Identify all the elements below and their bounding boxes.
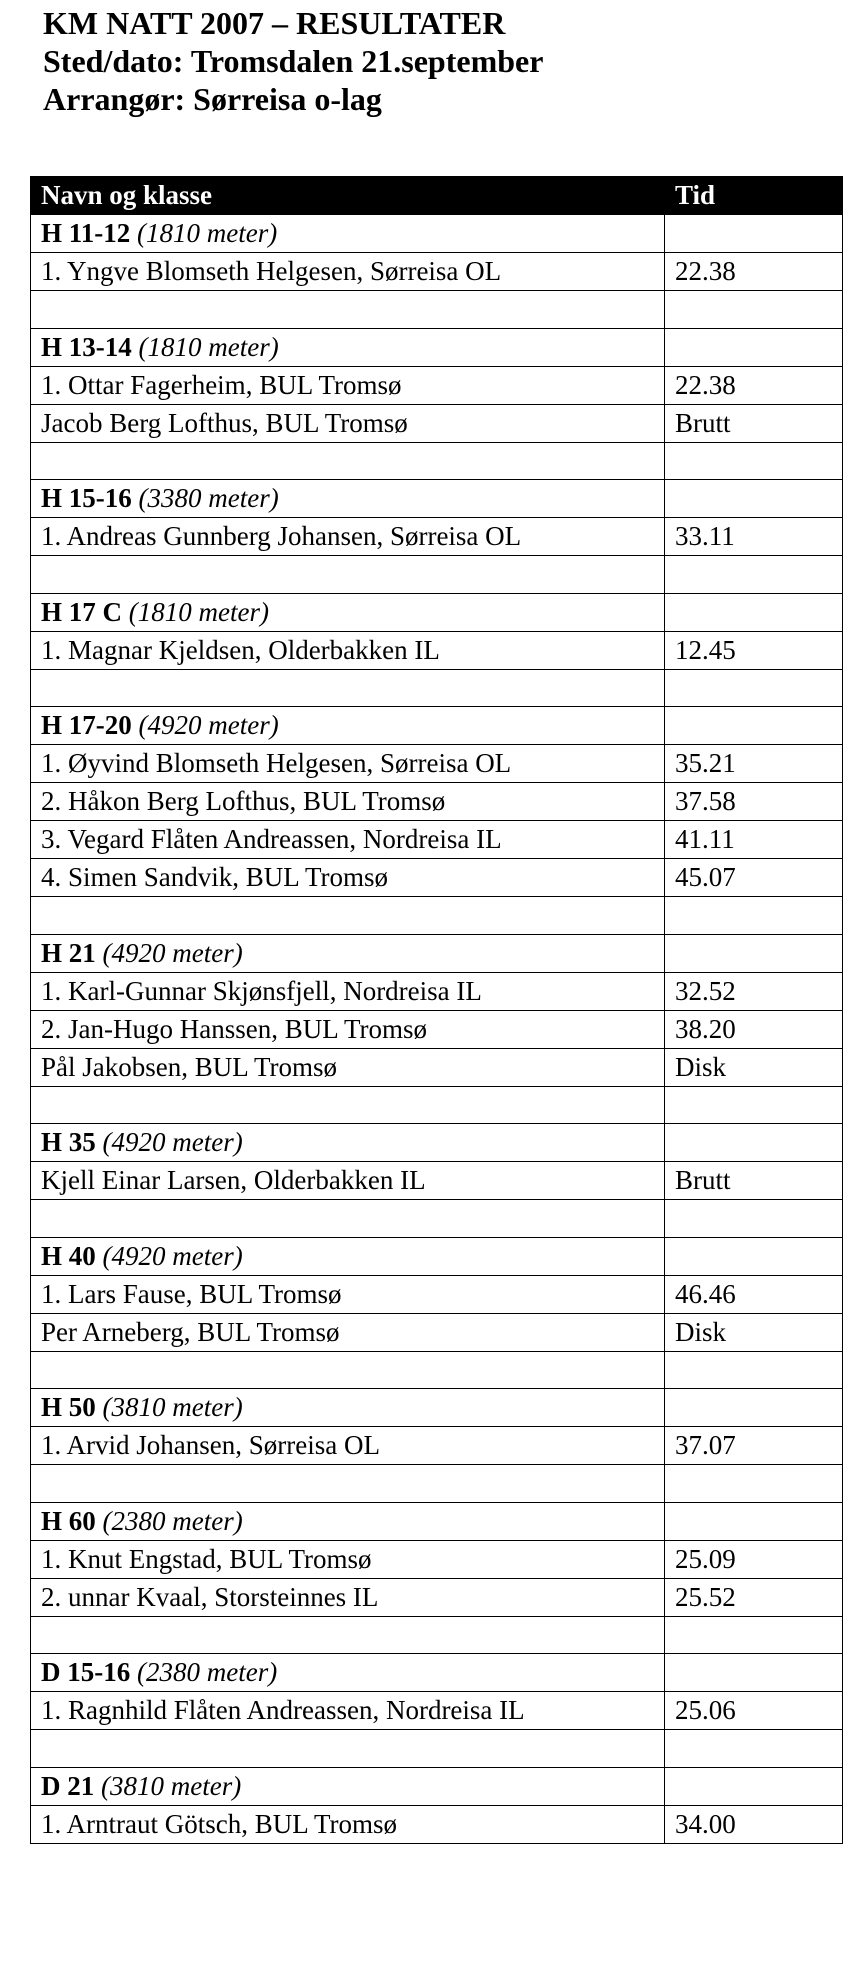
class-label-cell <box>31 215 665 253</box>
runner-cell: Pål Jakobsen, BUL Tromsø <box>31 1048 665 1086</box>
empty-cell <box>31 1200 665 1238</box>
result-row <box>31 1162 843 1200</box>
class-name: H 35 <box>41 1127 96 1157</box>
runner-cell: 2. unnar Kvaal, Storsteinnes IL <box>31 1578 665 1616</box>
time-cell: Brutt <box>665 1162 843 1200</box>
class-name: H 50 <box>41 1392 96 1422</box>
runner-cell: 2. Håkon Berg Lofthus, BUL Tromsø <box>31 783 665 821</box>
document-header <box>43 4 543 118</box>
class-label-cell <box>31 593 665 631</box>
result-row <box>31 366 843 404</box>
class-name: H 21 <box>41 937 96 968</box>
runner-cell: Jacob Berg Lofthus, BUL Tromsø <box>31 404 665 442</box>
time-cell: 37.07 <box>665 1427 843 1465</box>
empty-time-cell <box>665 1389 843 1427</box>
class-label-cell <box>31 1502 665 1540</box>
column-header-time: Tid <box>665 177 843 215</box>
runner-cell: Kjell Einar Larsen, Olderbakken IL <box>31 1162 665 1200</box>
runner-cell: 2. Jan-Hugo Hanssen, BUL Tromsø <box>31 1010 665 1048</box>
empty-cell <box>665 1200 843 1238</box>
time-cell: Disk <box>665 1048 843 1086</box>
result-row <box>31 1427 843 1465</box>
empty-cell <box>31 1086 665 1124</box>
empty-time-cell <box>665 934 843 972</box>
class-label-cell <box>31 707 665 745</box>
class-label-cell <box>31 1389 665 1427</box>
result-row <box>31 1805 843 1843</box>
class-header-row <box>31 934 843 972</box>
spacer-row <box>31 1086 843 1124</box>
time-cell: 37.58 <box>665 783 843 821</box>
empty-cell <box>31 1730 665 1768</box>
empty-cell <box>31 1351 665 1389</box>
spacer-row <box>31 291 843 329</box>
class-distance: (3810 meter) <box>102 1392 243 1422</box>
runner-cell: 1. Ottar Fagerheim, BUL Tromsø <box>31 366 665 404</box>
time-cell: 32.52 <box>665 972 843 1010</box>
class-label-cell <box>31 480 665 518</box>
time-cell: 12.45 <box>665 631 843 669</box>
time-cell: 25.09 <box>665 1540 843 1578</box>
runner-cell: 1. Ragnhild Flåten Andreassen, Nordreisa IL <box>31 1692 665 1730</box>
class-header-row <box>31 593 843 631</box>
empty-cell <box>665 442 843 480</box>
time-cell: 34.00 <box>665 1805 843 1843</box>
spacer-row <box>31 1616 843 1654</box>
empty-cell <box>665 1465 843 1503</box>
empty-cell <box>665 1351 843 1389</box>
empty-time-cell <box>665 480 843 518</box>
runner-cell: Per Arneberg, BUL Tromsø <box>31 1313 665 1351</box>
class-header-row <box>31 480 843 518</box>
result-row <box>31 1313 843 1351</box>
result-row <box>31 1578 843 1616</box>
class-header-row <box>31 1237 843 1275</box>
time-cell: 45.07 <box>665 859 843 897</box>
class-header-row <box>31 328 843 366</box>
class-distance: (3380 meter) <box>138 483 279 513</box>
empty-cell <box>665 291 843 329</box>
spacer-row <box>31 1465 843 1503</box>
time-cell: 33.11 <box>665 518 843 556</box>
table-header-row <box>31 177 843 215</box>
class-header-row <box>31 1767 843 1805</box>
time-cell: Brutt <box>665 404 843 442</box>
runner-cell: 1. Øyvind Blomseth Helgesen, Sørreisa OL <box>31 745 665 783</box>
empty-cell <box>665 1730 843 1768</box>
class-name: D 15-16 <box>41 1657 131 1687</box>
class-distance: (4920 meter) <box>102 937 243 968</box>
class-distance: (1810 meter) <box>137 218 278 248</box>
class-name: H 17 C <box>41 596 122 627</box>
runner-cell: 1. Arvid Johansen, Sørreisa OL <box>31 1427 665 1465</box>
empty-cell <box>31 442 665 480</box>
empty-cell <box>31 291 665 329</box>
empty-cell <box>31 669 665 707</box>
column-header-name: Navn og klasse <box>31 177 665 215</box>
class-distance: (4920 meter) <box>102 1240 243 1271</box>
runner-cell: 4. Simen Sandvik, BUL Tromsø <box>31 859 665 897</box>
empty-cell <box>665 1616 843 1654</box>
empty-cell <box>665 556 843 594</box>
runner-cell: 1. Andreas Gunnberg Johansen, Sørreisa OL <box>31 518 665 556</box>
spacer-row <box>31 556 843 594</box>
class-label-cell <box>31 1237 665 1275</box>
class-name: H 11-12 <box>41 218 131 248</box>
empty-time-cell <box>665 1502 843 1540</box>
result-row <box>31 1048 843 1086</box>
class-label-cell <box>31 1124 665 1162</box>
empty-time-cell <box>665 1767 843 1805</box>
class-name: H 15-16 <box>41 483 132 513</box>
result-row <box>31 253 843 291</box>
result-row <box>31 859 843 897</box>
class-distance: (1810 meter) <box>138 331 279 362</box>
class-name: D 21 <box>41 1770 95 1801</box>
runner-cell: 1. Arntraut Götsch, BUL Tromsø <box>31 1805 665 1843</box>
result-row <box>31 631 843 669</box>
class-label-cell <box>31 328 665 366</box>
class-distance: (2380 meter) <box>137 1657 278 1687</box>
class-header-row <box>31 1389 843 1427</box>
result-row <box>31 745 843 783</box>
empty-cell <box>31 1616 665 1654</box>
time-cell: 38.20 <box>665 1010 843 1048</box>
result-row <box>31 1540 843 1578</box>
time-cell: Disk <box>665 1313 843 1351</box>
class-header-row <box>31 1124 843 1162</box>
empty-cell <box>665 1086 843 1124</box>
spacer-row <box>31 897 843 935</box>
empty-cell <box>31 556 665 594</box>
time-cell: 22.38 <box>665 253 843 291</box>
result-row <box>31 783 843 821</box>
empty-cell <box>31 1465 665 1503</box>
class-distance: (4920 meter) <box>102 1127 243 1157</box>
time-cell: 35.21 <box>665 745 843 783</box>
class-label-cell <box>31 934 665 972</box>
spacer-row <box>31 442 843 480</box>
class-name: H 17-20 <box>41 710 132 740</box>
class-label-cell <box>31 1654 665 1692</box>
runner-cell: 1. Knut Engstad, BUL Tromsø <box>31 1540 665 1578</box>
time-cell: 41.11 <box>665 821 843 859</box>
spacer-row <box>31 669 843 707</box>
empty-time-cell <box>665 328 843 366</box>
empty-cell <box>31 897 665 935</box>
result-row <box>31 1275 843 1313</box>
result-row <box>31 404 843 442</box>
time-cell: 46.46 <box>665 1275 843 1313</box>
empty-time-cell <box>665 1654 843 1692</box>
class-name: H 40 <box>41 1240 96 1271</box>
class-distance: (1810 meter) <box>128 596 269 627</box>
result-row <box>31 972 843 1010</box>
class-header-row <box>31 1502 843 1540</box>
spacer-row <box>31 1351 843 1389</box>
spacer-row <box>31 1200 843 1238</box>
class-distance: (3810 meter) <box>101 1770 242 1801</box>
class-header-row <box>31 707 843 745</box>
class-name: H 60 <box>41 1505 96 1536</box>
class-distance: (2380 meter) <box>102 1505 243 1536</box>
time-cell: 22.38 <box>665 366 843 404</box>
runner-cell: 1. Karl-Gunnar Skjønsfjell, Nordreisa IL <box>31 972 665 1010</box>
empty-time-cell <box>665 593 843 631</box>
class-distance: (4920 meter) <box>138 710 279 740</box>
result-row <box>31 518 843 556</box>
result-row <box>31 1010 843 1048</box>
empty-cell <box>665 669 843 707</box>
class-label-cell <box>31 1767 665 1805</box>
results-table <box>30 176 843 1844</box>
time-cell: 25.06 <box>665 1692 843 1730</box>
empty-time-cell <box>665 215 843 253</box>
runner-cell: 1. Magnar Kjeldsen, Olderbakken IL <box>31 631 665 669</box>
runner-cell: 1. Yngve Blomseth Helgesen, Sørreisa OL <box>31 253 665 291</box>
time-cell: 25.52 <box>665 1578 843 1616</box>
empty-time-cell <box>665 707 843 745</box>
class-header-row <box>31 1654 843 1692</box>
class-name: H 13-14 <box>41 331 132 362</box>
empty-time-cell <box>665 1124 843 1162</box>
runner-cell: 3. Vegard Flåten Andreassen, Nordreisa IL <box>31 821 665 859</box>
document-title: KM NATT 2007 – RESULTATER <box>43 5 506 41</box>
empty-cell <box>665 897 843 935</box>
empty-time-cell <box>665 1237 843 1275</box>
runner-cell: 1. Lars Fause, BUL Tromsø <box>31 1275 665 1313</box>
class-header-row <box>31 215 843 253</box>
spacer-row <box>31 1730 843 1768</box>
results-body <box>31 215 843 1844</box>
result-row <box>31 821 843 859</box>
venue-date: Sted/dato: Tromsdalen 21.september <box>43 43 544 79</box>
result-row <box>31 1692 843 1730</box>
organizer: Arrangør: Sørreisa o-lag <box>43 81 382 117</box>
